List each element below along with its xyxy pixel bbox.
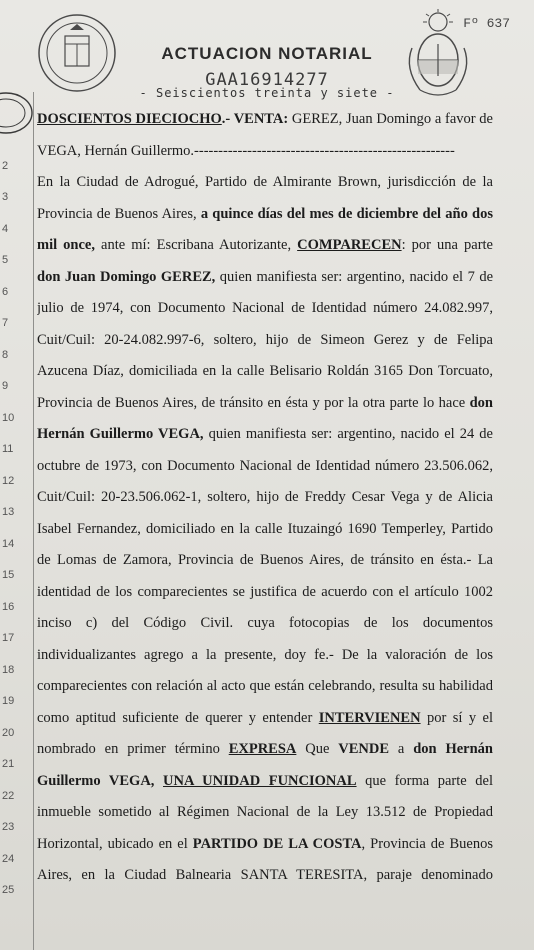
party-name: don Hernán [413,741,493,757]
deed-line [37,388,493,420]
party-name: Guillermo VEGA, [37,772,155,789]
line-number: 24 [2,853,15,865]
deed-number: DOSCIENTOS DIECIOCHO [37,111,222,127]
line-number: 13 [2,506,15,518]
deed-line [37,104,493,136]
deed-line: inciso c) del Código Civil. cuya fotocopias de los documentos [37,615,493,631]
line-number: 18 [2,664,15,676]
deed-line: de Lomas de Zamora, Provincia de Buenos Aires, de tránsito en ésta.- La [37,552,493,568]
line-number: 4 [2,223,9,235]
deed-line: julio de 1974, con Documento Nacional de Identidad número 24.082.997, [37,300,493,316]
deed-text: Horizontal, ubicado en el [37,835,193,852]
deed-line: Azucena Díaz, domiciliada en la calle Belisario Roldán 3165 Don Torcuato, [37,363,493,379]
deed-text: Que [296,741,339,757]
serial-number: GAA16914277 [205,70,329,90]
deed-line: inmueble sometido al Régimen Nacional de la Ley 13.512 de Propiedad [37,804,493,820]
deed-text: a [389,741,414,757]
party-name: don [469,394,493,411]
deed-line [37,766,493,798]
deed-line: Cuit/Cuil: 20-23.506.062-1, soltero, hijo de Freddy Cesar Vega y de Alicia [37,489,493,505]
deed-line: octubre de 1973, con Documento Nacional de Identidad número 23.506.062, [37,457,493,474]
deed-text: quien manifiesta ser: argentino, nacido el 7 de [215,268,493,285]
deed-keyword: COMPARECEN [297,237,402,253]
line-number: 14 [2,538,15,550]
line-number: 3 [2,191,9,203]
deed-line [37,829,493,861]
deed-line: Isabel Fernandez, domiciliado en la calle Ituzaingó 1690 Temperley, Partido [37,520,493,537]
line-number: 9 [2,380,9,392]
deed-text: que forma parte del [356,772,493,789]
line-number: 25 [2,884,15,896]
deed-line: Cuit/Cuil: 20-24.082.997-6, soltero, hijo de Simeon Gerez y de Felipa [37,331,493,348]
deed-type: .- VENTA: [221,111,289,127]
deed-body [37,104,493,892]
line-number: 22 [2,790,15,802]
folio-number: Fº 637 [463,16,510,31]
party-name: Hernán Guillermo VEGA, [37,426,204,442]
deed-text: ante mí: Escribana Autorizante, [95,237,298,253]
line-number: 11 [2,443,14,455]
deed-line: individualizantes agrego a la presente, doy fe.- De la valoración de los [37,646,493,663]
deed-date: mil once, [37,237,95,253]
deed-line: identidad de los comparecientes se justifica de acuerdo con el artículo 1002 [37,583,493,600]
line-number: 15 [2,569,15,581]
line-number: 2 [2,160,9,172]
deed-text: , Provincia de Buenos [361,835,493,852]
page-title: ACTUACION NOTARIAL [161,44,373,63]
deed-keyword: PARTIDO DE LA COSTA [192,835,362,852]
line-number: 7 [2,317,9,329]
line-number: 21 [2,758,15,770]
deed-line [37,419,493,451]
deed-keyword: VENDE [338,741,390,757]
deed-line [37,230,493,262]
deed-date: a quince días del mes de diciembre del año dos [200,205,493,222]
deed-text: nombrado en primer término [37,741,229,757]
deed-text: Provincia de Buenos Aires, de tránsito en ésta y por la otra parte lo hace [37,394,470,411]
deed-text: Provincia de Buenos Aires, [37,205,201,222]
deed-keyword: INTERVIENEN [318,709,421,726]
deed-line: VEGA, Hernán Guillermo.------------------------------------------------------ [37,142,455,159]
deed-text: por sí y el [420,709,493,726]
line-number: 17 [2,632,15,644]
deed-text: : por una parte [401,237,493,253]
deed-line [37,199,493,231]
line-number: 16 [2,601,15,613]
line-number: 23 [2,821,15,833]
line-number: 6 [2,286,9,298]
line-number: 20 [2,727,15,739]
deed-text: GEREZ, Juan Domingo a favor de [288,111,493,127]
deed-line: En la Ciudad de Adrogué, Partido de Almirante Brown, jurisdicción de la [37,174,493,190]
deed-line [37,262,493,294]
deed-line [37,734,493,766]
deed-line [37,703,493,735]
margin-rule [33,92,34,950]
page-number-in-words: - Seiscientos treinta y siete - [139,86,395,100]
deed-keyword: UNA UNIDAD FUNCIONAL [163,772,357,789]
deed-line: Aires, en la Ciudad Balnearia SANTA TERESITA, paraje denominado [37,867,493,883]
deed-text [154,773,163,789]
line-number: 8 [2,349,9,361]
party-name: don Juan Domingo GEREZ, [37,268,216,285]
deed-text: quien manifiesta ser: argentino, nacido el 24 de [203,426,493,442]
deed-keyword: EXPRESA [228,741,297,757]
line-number: 19 [2,695,15,707]
line-number: 10 [2,412,15,424]
line-number: 12 [2,475,15,487]
deed-line: comparecientes con relación al acto que están celebrando, resulta su habilidad [37,678,493,694]
line-number: 5 [2,254,9,266]
deed-text: como aptitud suficiente de querer y entender [37,709,319,726]
